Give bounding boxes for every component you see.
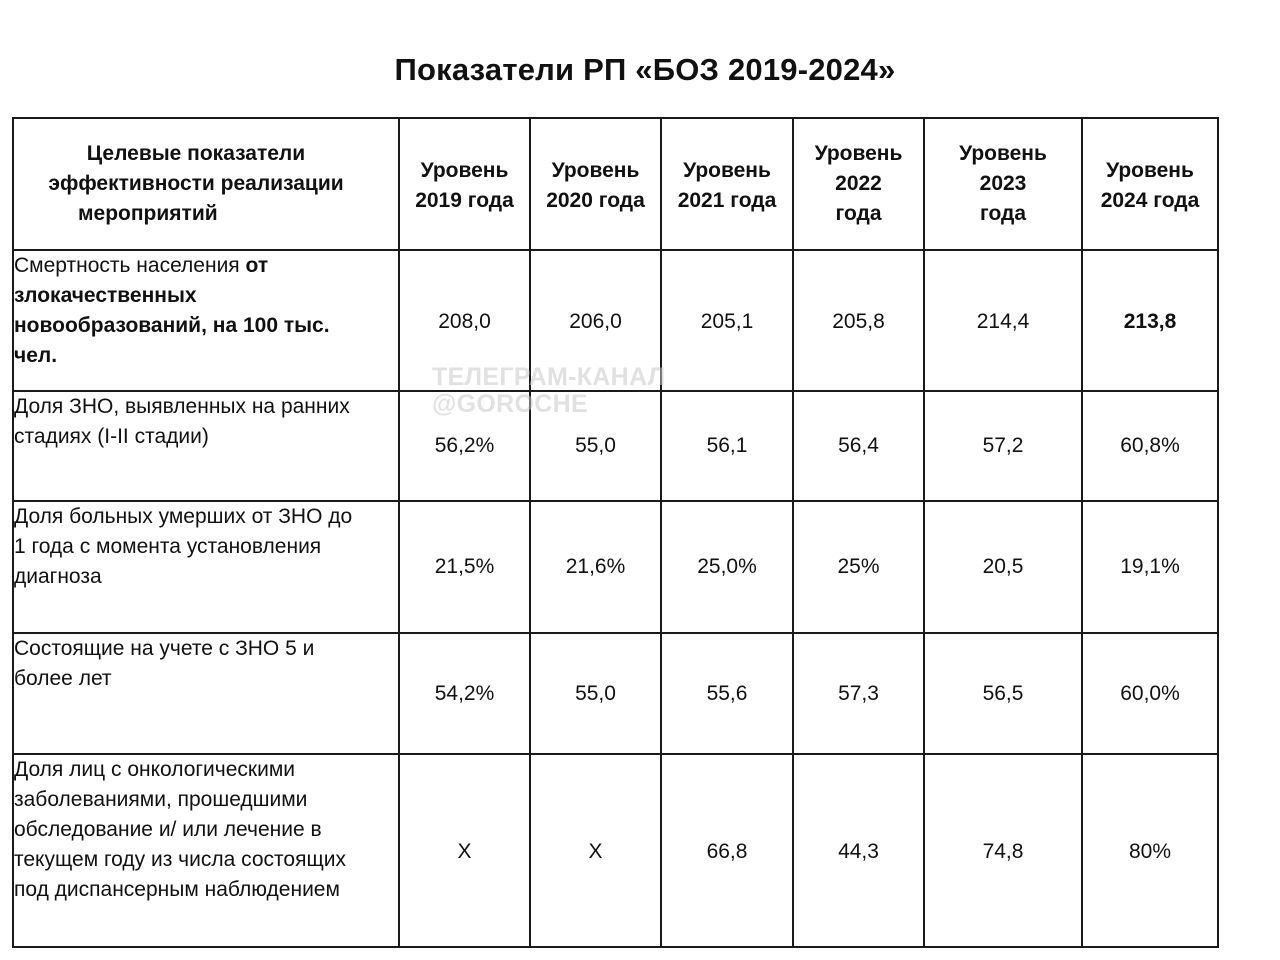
cell-2019: 21,5% [399, 501, 530, 633]
cell-2022: 44,3 [793, 754, 924, 947]
cell-2023: 214,4 [924, 250, 1082, 391]
cell-2023: 74,8 [924, 754, 1082, 947]
header-2021 [661, 118, 793, 250]
row-label-line: злокачественных [14, 284, 197, 307]
header-2022-line-3: года [835, 202, 882, 225]
header-2022-line-2: 2022 [835, 172, 882, 195]
header-2022 [793, 118, 924, 250]
header-indicator-line-1: Целевые показатели [86, 142, 306, 165]
row-label-line: Доля лиц с онкологическими [14, 758, 295, 781]
table-header-row [13, 118, 1218, 250]
row-label-line: более лет [14, 667, 112, 690]
cell-2021: 205,1 [661, 250, 793, 391]
cell-2024: 19,1% [1082, 501, 1218, 633]
table-row [13, 501, 1218, 633]
indicators-table [12, 117, 1219, 948]
cell-2020: Х [530, 754, 661, 947]
row-label [13, 633, 399, 754]
header-2021-line-1: Уровень [683, 159, 771, 182]
cell-2023: 56,5 [924, 633, 1082, 754]
row-label-text-bold: от [245, 254, 269, 277]
header-2019 [399, 118, 530, 250]
header-2023-line-1: Уровень [959, 142, 1047, 165]
cell-2024: 80% [1082, 754, 1218, 947]
cell-2020: 55,0 [530, 391, 661, 501]
header-2019-line-1: Уровень [420, 159, 509, 182]
row-label [13, 501, 399, 633]
cell-2024: 60,8% [1082, 391, 1218, 501]
header-2022-line-1: Уровень [814, 142, 903, 165]
header-2024-line-1: Уровень [1106, 159, 1194, 182]
header-2020 [530, 118, 661, 250]
cell-2020: 206,0 [530, 250, 661, 391]
watermark-line-1: ТЕЛЕГРАМ-КАНАЛ [432, 363, 666, 391]
header-2024-line-2: 2024 года [1100, 189, 1200, 212]
row-label-line: текущем году из числа состоящих [14, 848, 346, 871]
cell-2019: Х [399, 754, 530, 947]
cell-2024: 60,0% [1082, 633, 1218, 754]
cell-2019: 56,2% [399, 391, 530, 501]
cell-2023: 57,2 [924, 391, 1082, 501]
cell-2021: 25,0% [661, 501, 793, 633]
cell-2020: 21,6% [530, 501, 661, 633]
row-label [13, 754, 399, 947]
cell-2024: 213,8 [1082, 250, 1218, 391]
row-label-line: под диспансерным наблюдением [14, 878, 340, 901]
header-indicator [13, 118, 399, 250]
header-2019-line-2: 2019 года [415, 189, 514, 212]
cell-2022: 25% [793, 501, 924, 633]
watermark [432, 364, 666, 418]
row-label-line: обследование и/ или лечение в [14, 818, 322, 841]
row-label-line [14, 251, 398, 281]
cell-2022: 57,3 [793, 633, 924, 754]
cell-2022: 56,4 [793, 391, 924, 501]
row-label-line: Доля ЗНО, выявленных на ранних [14, 395, 350, 418]
row-label-line: 1 года с момента установления [14, 535, 322, 558]
row-label-line: заболеваниями, прошедшими [14, 788, 308, 811]
cell-2021: 56,1 [661, 391, 793, 501]
cell-2022: 205,8 [793, 250, 924, 391]
header-2023-line-3: года [979, 202, 1027, 225]
cell-2019: 54,2% [399, 633, 530, 754]
row-label-line: чел. [14, 344, 58, 367]
header-2020-line-1: Уровень [551, 159, 640, 182]
cell-2023: 20,5 [924, 501, 1082, 633]
header-2023 [924, 118, 1082, 250]
row-label-line: новообразований, на 100 тыс. [14, 314, 330, 337]
row-label-line: стадиях (I-II стадии) [14, 425, 209, 448]
page-title: Показатели РП «БОЗ 2019-2024» [394, 52, 896, 87]
row-label-line: Доля больных умерших от ЗНО до [14, 505, 353, 528]
cell-2021: 66,8 [661, 754, 793, 947]
header-2023-line-2: 2023 [979, 172, 1027, 195]
cell-2019: 208,0 [399, 250, 530, 391]
row-label [13, 391, 399, 501]
header-indicator-line-3: мероприятий [78, 202, 218, 225]
row-label-line: Состоящие на учете с ЗНО 5 и [14, 637, 315, 660]
header-2024 [1082, 118, 1218, 250]
table-row [13, 633, 1218, 754]
cell-2020: 55,0 [530, 633, 661, 754]
watermark-line-2: @GOROCHE [432, 390, 588, 418]
header-indicator-line-2: эффективности реализации [48, 172, 344, 195]
header-2021-line-2: 2021 года [677, 189, 777, 212]
row-label-text: Смертность населения [14, 254, 246, 277]
row-label-line: диагноза [14, 565, 102, 588]
cell-2021: 55,6 [661, 633, 793, 754]
row-label [13, 250, 399, 391]
header-2020-line-2: 2020 года [546, 189, 645, 212]
table-row [13, 754, 1218, 947]
